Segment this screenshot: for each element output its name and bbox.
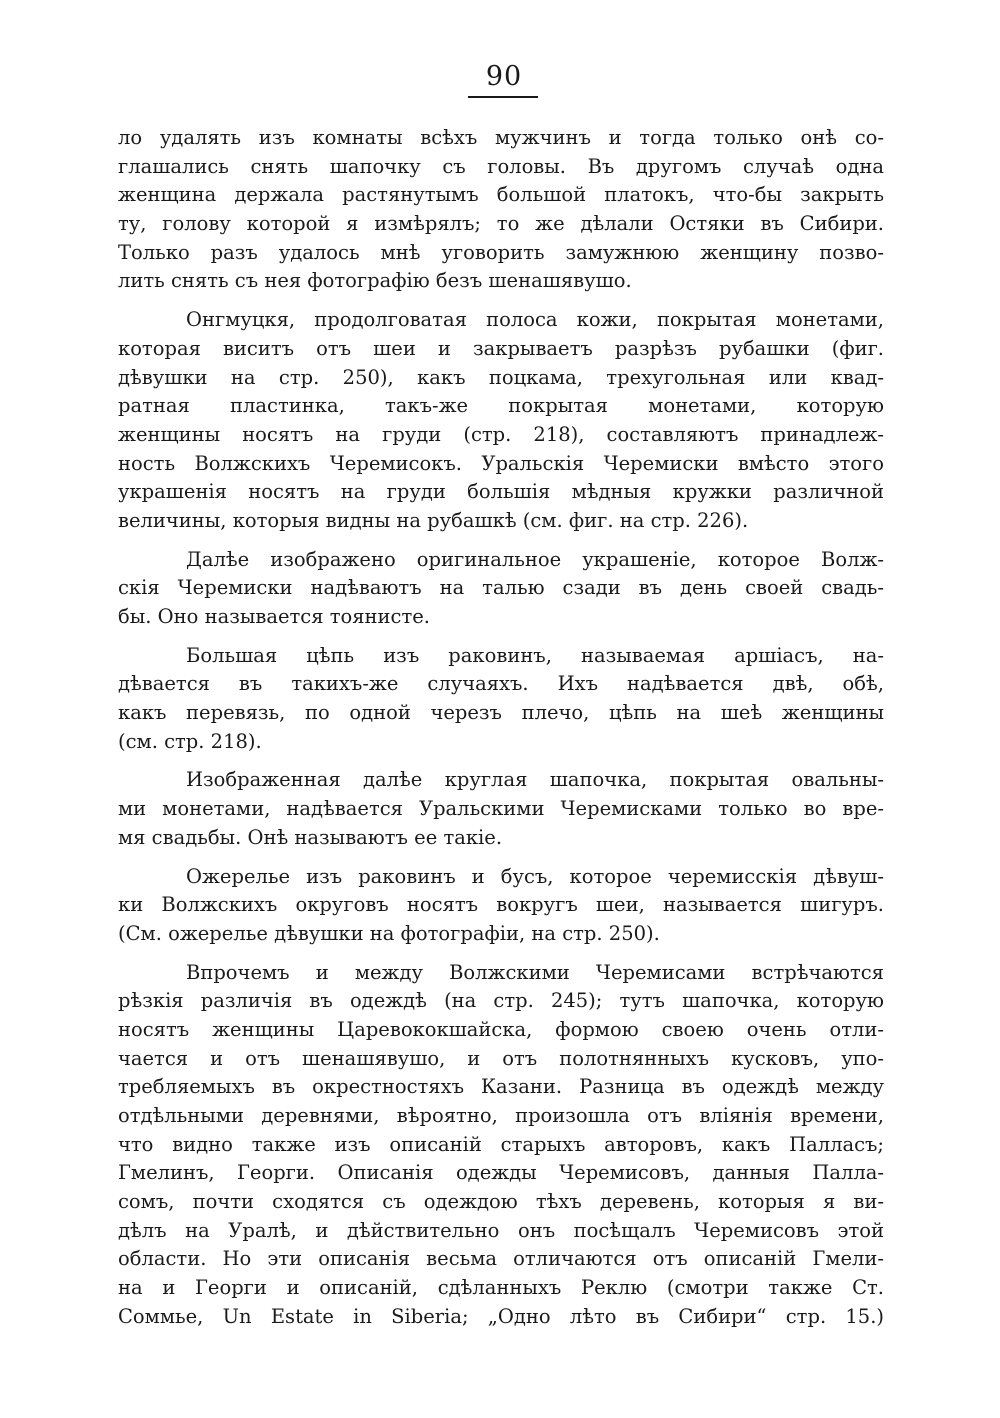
- text-line: Впрочемъ и между Волжскими Черемисами встрѣчаются: [186, 960, 884, 984]
- paragraph-6: [118, 863, 884, 949]
- text-line: рѣзкія различія въ одеждѣ (на стр. 245); тутъ шапочка, которую: [118, 989, 884, 1013]
- paragraph-gap: [118, 632, 884, 642]
- text-line: женщина держала растянутымъ большой платокъ, что-бы закрыть: [118, 183, 884, 207]
- text-line: бы. Оно называется тоянисте.: [118, 605, 430, 628]
- text-line: Онгмуцкя, продолговатая полоса кожи, покрытая монетами,: [186, 308, 884, 332]
- text-line: (См. ожерелье дѣвушки на фотографіи, на стр. 250).: [118, 921, 660, 945]
- text-line: величины, которыя видны на рубашкѣ (см. фиг. на стр. 226).: [118, 508, 749, 532]
- paragraph-4: [118, 642, 884, 757]
- paragraph-gap: [118, 296, 884, 306]
- text-line: женщины носятъ на груди (стр. 218), составляютъ принадлеж-: [118, 422, 884, 446]
- text-line: мя свадьбы. Онѣ называютъ ее такіе.: [118, 825, 503, 849]
- text-line: Только разъ удалось мнѣ уговорить замужнюю женщину позво-: [118, 240, 884, 264]
- text-line: скія Черемиски надѣваютъ на талью сзади въ день своей свадь-: [118, 576, 884, 600]
- body-text: [118, 124, 884, 1332]
- text-line: ратная пластинка, такъ-же покрытая монетами, которую: [118, 394, 884, 418]
- text-line: ми монетами, надѣвается Уральскими Черемисками только во вре-: [118, 797, 884, 821]
- paragraph-gap: [118, 536, 884, 546]
- text-line: ки Волжскихъ округовъ носятъ вокругъ шеи, называется шигуръ.: [118, 893, 884, 917]
- text-line: (см. стр. 218).: [118, 729, 262, 753]
- text-line: ность Волжскихъ Черемисокъ. Уральскія Черемиски вмѣсто этого: [118, 451, 884, 475]
- text-line: украшенія носятъ на груди большія мѣдныя кружки различной: [118, 480, 884, 504]
- page-number: 90: [485, 61, 523, 92]
- text-line: чается и отъ шенашявушо, и отъ полотнянныхъ кусковъ, упо-: [118, 1046, 884, 1070]
- text-line: сомъ, почти сходятся съ одеждою тѣхъ деревень, которыя я ви-: [118, 1190, 884, 1214]
- paragraph-gap: [118, 853, 884, 863]
- text-line: которая виситъ отъ шеи и закрываетъ разрѣзъ рубашки (фиг.: [118, 336, 884, 360]
- text-line: Ожерелье изъ раковинъ и бусъ, которое черемисскія дѣвуш-: [186, 864, 884, 888]
- text-line: носятъ женщины Царевококшайска, формою своею очень отли-: [118, 1017, 884, 1041]
- text-line: Соммье, Un Estate in Siberia; „Одно лѣто въ Сибири“ стр. 15.): [118, 1304, 884, 1328]
- text-line: дѣвушки на стр. 250), какъ поцкама, трехугольная или квад-: [118, 365, 884, 389]
- text-line: ло удалять изъ комнаты всѣхъ мужчинъ и тогда только онѣ со-: [118, 126, 884, 149]
- text-line: Изображенная далѣе круглая шапочка, покрытая овальны-: [186, 768, 884, 792]
- text-line: дѣлъ на Уралѣ, и дѣйствительно онъ посѣщалъ Черемисовъ этой: [118, 1218, 884, 1242]
- paragraph-7: [118, 959, 884, 1332]
- text-line: лить снять съ нея фотографію безъ шенашявушо.: [118, 269, 632, 293]
- text-line: требляемыхъ въ окрестностяхъ Казани. Разница въ одеждѣ между: [118, 1075, 884, 1099]
- paragraph-1: [118, 124, 884, 296]
- text-line: ту, голову которой я измѣрялъ; то же дѣлали Остяки въ Сибири.: [118, 212, 884, 236]
- text-line: глашались снять шапочку съ головы. Въ другомъ случаѣ одна: [118, 154, 884, 178]
- text-line: Далѣе изображено оригинальное украшеніе, которое Волж-: [186, 547, 884, 571]
- text-line: Большая цѣпь изъ раковинъ, называемая аршіасъ, на-: [186, 643, 884, 667]
- text-line: какъ перевязь, по одной черезъ плечо, цѣпь на шеѣ женщины: [118, 701, 884, 725]
- text-line: что видно также изъ описаній старыхъ авторовъ, какъ Палласъ;: [118, 1132, 884, 1156]
- text-line: на и Георги и описаній, сдѣланныхъ Реклю (смотри также Ст.: [118, 1276, 884, 1300]
- paragraph-gap: [118, 756, 884, 766]
- text-line: области. Но эти описанія весьма отличаются отъ описаній Гмели-: [118, 1247, 884, 1271]
- paragraph-5: [118, 766, 884, 852]
- page-number-rule: [468, 96, 538, 98]
- text-line: Гмелинъ, Георги. Описанія одежды Черемисовъ, данныя Палла-: [118, 1161, 884, 1185]
- text-line: дѣвается въ такихъ-же случаяхъ. Ихъ надѣвается двѣ, обѣ,: [118, 672, 884, 696]
- paragraph-2: [118, 306, 884, 536]
- paragraph-3: [118, 546, 884, 632]
- text-line: отдѣльными деревнями, вѣроятно, произошла отъ вліянія времени,: [118, 1104, 884, 1127]
- paragraph-gap: [118, 949, 884, 959]
